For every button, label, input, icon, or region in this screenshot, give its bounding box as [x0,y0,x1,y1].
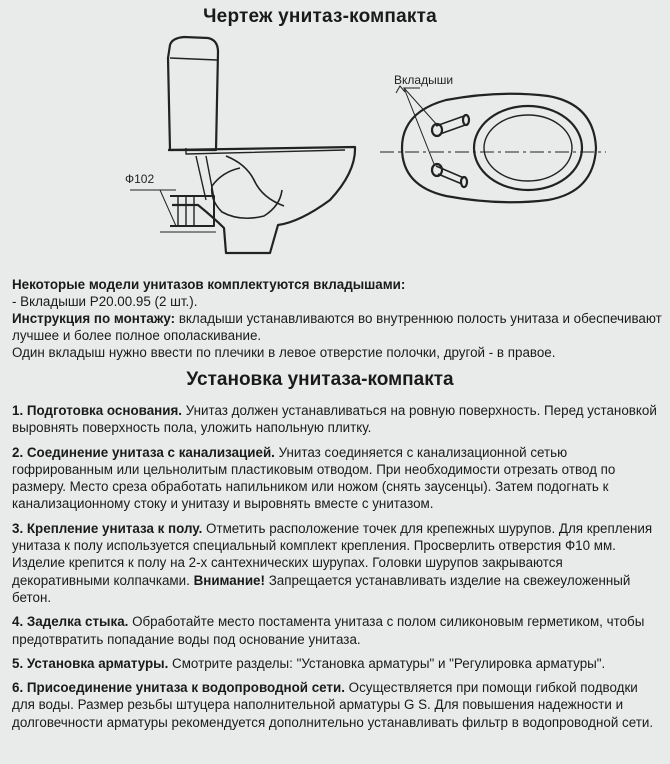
step-heading: 6. Присоединение унитаза к водопроводной сети. [12,680,345,696]
step-text: Осуществляется при помощи гибкой подводки для воды. Размер резьбы штуцера наполнительной арматуры G S. Для повышения надежности и долговечности арматуры рекомендуется дополнительно устанавливать фильтр в водопроводной сети. [12,680,654,730]
step-5 [12,655,662,672]
step-heading: 4. Заделка стыка. [12,614,129,630]
step-2 [12,444,662,513]
bowl [168,147,355,253]
step-heading: 5. Установка арматуры. [12,655,169,671]
intro-line-1: Некоторые модели унитазов комплектуются вкладышами: [12,277,406,292]
steps-list [12,402,662,738]
outer-outline [402,94,596,203]
step-text: Унитаз должен устанавливаться на ровную поверхность. Перед установкой выровнять поверхность пола, уложить напольную плитку. [12,403,657,436]
intro-line-2: - Вкладыши Р20.00.95 (2 шт.). [12,294,198,309]
section-title: Установка унитаза-компакта [186,369,454,390]
install-instruction [12,310,662,344]
step-heading: 3. Крепление унитаза к полу. [12,520,203,536]
intro-block [12,276,662,361]
step-text: Смотрите разделы: "Установка арматуры" и "Регулировка арматуры". [168,655,606,671]
step-3 [12,520,662,606]
step-6 [12,679,662,731]
outlet-pipe [170,196,214,226]
step-heading: 1. Подготовка основания. [12,403,182,418]
warning-label: Внимание! [193,572,265,588]
step-text: Отметить расположение точек для крепежных шурупов. Для крепления унитаза к полу используется специальный комплект крепления. Просверлить отверстия Ф10 мм. Изделие крепится к полу на 2-х сантехнических шурупах. Головки шурупов закрываются декоративными колпачками. [12,520,653,588]
bowl-opening [474,106,582,190]
step-text: Обработайте место постамента унитаза с полом силиконовым герметиком, чтобы предотвратить попадание воды под основание унитаза. [12,614,645,647]
step-text: Унитаз соединяется с канализационной сетью гофрированным или цельнолитым пластиковым отводом. При необходимости отрезать отвод по размеру. Место среза обработать напильником или ножом (снять заусенцы). Затем подогнать к канализационному стоку и унитазу и выровнять вместе с унитазом. [12,444,616,512]
step-4 [12,613,662,648]
intro-line-4: Один вкладыш нужно ввести по плечики в левое отверстие полочки, другой - в правое. [12,345,556,360]
diameter-label: Ф102 [125,172,155,186]
side-view [130,37,355,253]
install-text: вкладыши устанавливаются во внутреннюю полость унитаза и обеспечивают лучшее и более полное ополаскивание. [12,311,662,343]
step-1 [12,402,662,437]
install-label: Инструкция по монтажу: [12,311,176,326]
drawing-title: Чертеж унитаз-компакта [203,6,437,27]
step-heading: 2. Соединение унитаза с канализацией. [12,444,275,460]
insert-lower [432,164,467,187]
cistern [168,37,218,150]
toilet-drawing [0,30,640,274]
top-view [380,86,606,202]
warning-text: Запрещается устанавливать изделие на свежеуложенный бетон. [12,572,631,605]
inserts-label: Вкладыши [394,73,454,87]
